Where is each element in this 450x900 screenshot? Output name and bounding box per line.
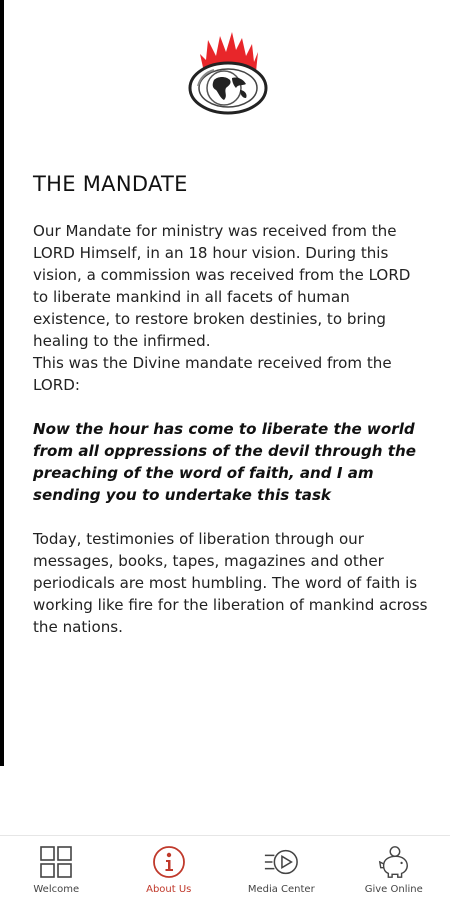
nav-label-welcome: Welcome — [33, 884, 80, 895]
mandate-paragraph-1: Our Mandate for ministry was received from the LORD Himself, in an 18 hour vision. During this vision, a commission was received from the LORD to liberate mankind in all facets of human existence, to restore broken destinies, to bring healing to the infirmed. — [33, 222, 411, 350]
mandate-paragraph-3: Today, testimonies of liberation through our messages, books, tapes, magazines and other periodicals are most humbling. The word of faith is working like fire for the liberation of mankind across the nations. — [33, 530, 428, 636]
left-edge-rule — [0, 0, 4, 766]
nav-label-give-online: Give Online — [364, 884, 423, 895]
nav-item-welcome[interactable] — [0, 836, 113, 900]
nav-item-give-online[interactable] — [338, 836, 450, 900]
piggy-bank-icon — [376, 844, 412, 880]
nav-item-about-us[interactable] — [113, 836, 226, 900]
flaming-globe-logo — [186, 30, 270, 116]
grid-icon — [38, 844, 74, 880]
nav-label-about-us: About Us — [146, 884, 192, 895]
mandate-content — [33, 172, 428, 638]
bottom-navigation — [0, 835, 450, 900]
nav-item-media-center[interactable] — [225, 836, 338, 900]
mandate-quote: Now the hour has come to liberate the world from all oppressions of the devil through the preaching of the word of faith, and I am sending you to undertake this task — [33, 420, 416, 504]
page-title: THE MANDATE — [33, 172, 188, 196]
mandate-paragraph-2: This was the Divine mandate received from the LORD: — [33, 354, 392, 394]
info-icon — [151, 844, 187, 880]
media-play-icon — [263, 844, 299, 880]
nav-label-media-center: Media Center — [247, 884, 315, 895]
